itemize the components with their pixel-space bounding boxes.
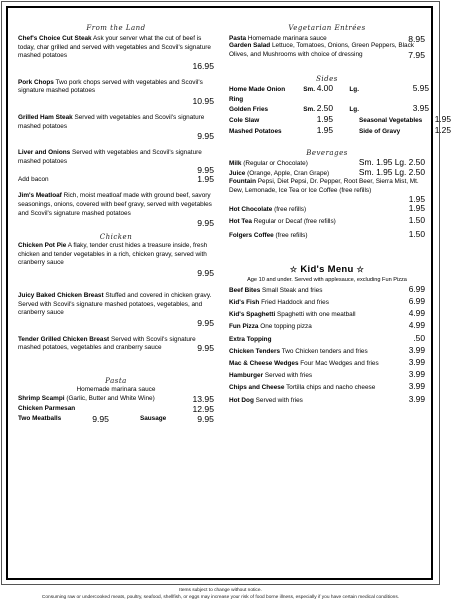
menu-item [18, 292, 214, 328]
item-desc: Spaghetti with one meatball [277, 311, 356, 319]
item-price: 9.95 [197, 343, 214, 354]
side-name: Side of Gravy [359, 127, 401, 135]
item-name: Juice [229, 170, 246, 178]
section-title-kids [229, 264, 425, 275]
item-name: Hot Tea [229, 217, 252, 225]
menu-item [229, 308, 425, 320]
item-desc: Served with fries [255, 396, 303, 404]
menu-item [229, 204, 425, 214]
item-desc: Homemade marinara sauce [247, 35, 327, 42]
item-desc: (Orange, Apple, Cran Grape) [247, 170, 330, 178]
item-desc: Four Mac Wedges and fries [300, 359, 379, 367]
item-price: 9.95 [197, 317, 214, 328]
item-price: 9.95 [197, 267, 214, 278]
side-name: Mashed Potatoes [229, 127, 282, 135]
item-price: 1.95 [408, 193, 425, 204]
left-column [18, 24, 214, 424]
menu-item [229, 284, 425, 296]
item-price: 10.95 [192, 95, 214, 106]
item-desc: Add bacon [18, 176, 49, 184]
menu-item [18, 394, 214, 404]
item-name: Sausage [139, 415, 167, 423]
item-name: Hamburger [229, 372, 264, 380]
menu-item [18, 79, 214, 106]
side-price: 3.95 [412, 103, 429, 114]
item-name: Fountain [229, 178, 256, 186]
item-price: Sm. 1.95 Lg. 2.50 [358, 167, 425, 178]
menu-item [229, 394, 425, 406]
item-price: 1.50 [408, 214, 425, 225]
menu-item [18, 114, 214, 141]
menu-item [18, 242, 214, 278]
item-desc: Small Steak and fries [262, 286, 323, 294]
item-name: Hot Dog [229, 396, 254, 404]
item-price: 6.99 [408, 295, 425, 306]
side-name: Cole Slaw [229, 116, 260, 124]
item-desc: Regular or Decaf (free refills) [253, 217, 336, 225]
item-price: .50 [413, 332, 425, 343]
item-desc: Served with vegetables and Scovil's signature mashed potatoes [18, 113, 205, 130]
sides-table [229, 83, 451, 136]
section-title-sides: Sides [316, 75, 338, 84]
item-price: 12.95 [192, 404, 214, 415]
side-price: 1.25 [434, 124, 451, 135]
menu-item [18, 414, 214, 424]
item-price: 6.99 [408, 283, 425, 294]
menu-item [229, 381, 425, 393]
item-price: 3.99 [408, 369, 425, 380]
item-desc: (Regular or Chocolate) [243, 160, 308, 168]
menu-item [18, 149, 214, 184]
side-name: Seasonal Vegetables [359, 116, 423, 124]
section-title-chicken: Chicken [99, 233, 133, 242]
item-name: Chicken Tenders [229, 347, 281, 355]
item-name: Chips and Cheese [229, 384, 285, 392]
item-desc: (Garlic, Butter and White Wine) [66, 395, 155, 403]
side-price: 1.95 [316, 113, 333, 124]
star-icon: ☆ [356, 264, 365, 274]
item-price: 9.95 [197, 131, 214, 142]
item-price: 1.95 [197, 174, 214, 185]
item-price: 1.50 [408, 228, 425, 239]
item-desc: Tortilla chips and nacho cheese [286, 384, 376, 392]
menu-item [229, 42, 425, 59]
item-name: Fun Pizza [229, 323, 259, 331]
item-name: Pasta [229, 35, 247, 42]
side-price: 4.00 [316, 83, 333, 94]
item-name: Pork Chops [18, 78, 54, 86]
menu-item [229, 168, 425, 178]
item-name: Chef's Choice Cut Steak [18, 35, 92, 42]
addon-row [18, 166, 214, 175]
item-price: 9.95 [92, 414, 109, 425]
item-desc: A flaky, tender crust hides a treasure inside, fresh chicken and tender vegetables in a rich, chicken gravy, served with cranberry sauce [18, 242, 208, 267]
item-name: Garden Salad [229, 42, 271, 49]
side-name: Home Made Onion Ring [229, 86, 286, 103]
item-name: Beef Bites [229, 286, 261, 294]
menu-item [229, 296, 425, 308]
item-name: Kid's Spaghetti [229, 311, 276, 319]
item-name: Mac & Cheese Wedges [229, 359, 299, 367]
right-column [229, 24, 451, 406]
side-name: Golden Fries [229, 106, 269, 114]
item-desc: One topping pizza [260, 323, 312, 331]
menu-item [229, 228, 425, 242]
menu-item [18, 192, 214, 228]
section-title-beverages: Beverages [306, 149, 348, 158]
item-price: 4.99 [408, 308, 425, 319]
menu-item [229, 333, 425, 345]
item-price: 7.95 [408, 49, 425, 60]
item-price: 8.95 [408, 34, 425, 44]
item-price: 9.95 [197, 165, 214, 176]
item-name: Extra Topping [229, 335, 272, 343]
menu-item [229, 178, 425, 196]
item-price: 9.95 [197, 218, 214, 229]
menu-item [18, 404, 214, 414]
item-desc: Pepsi, Diet Pepsi, Dr. Pepper, Root Beer, Sierra Mist, Mt. Dew, Lemonade, Ice Tea or Ice Coffee (free refills) [229, 178, 419, 194]
footer-disclaimer: Consuming raw or undercooked meats, poultry, seafood, shellfish, or eggs may increase your risk of food borne illness, especially if you have certain medical conditions. [41, 595, 400, 600]
item-price: Sm. 1.95 Lg. 2.50 [358, 157, 425, 168]
item-desc: Served with fries [264, 372, 313, 380]
menu-item [229, 357, 425, 369]
size-label: Sm. [303, 106, 315, 114]
size-label: Lg. [349, 106, 359, 114]
item-name: Shrimp Scampi [18, 395, 65, 403]
item-desc: Two Chicken tenders and fries [281, 347, 368, 355]
item-price: 4.99 [408, 320, 425, 331]
kids-title: Kid's Menu [300, 263, 354, 275]
menu-item [229, 345, 425, 357]
section-title-vegetarian: Vegetarian Entrées [288, 24, 366, 32]
menu-item [229, 214, 425, 228]
item-name: Chicken Pot Pie [18, 242, 67, 250]
item-price: 3.99 [408, 393, 425, 404]
item-desc: Stuffed and covered in chicken gravy. Served with Scovil's signature mashed potatoes, vegetables, and cranberry sauce [18, 291, 212, 317]
item-name: Grilled Ham Steak [18, 113, 73, 121]
section-title-pasta: Pasta [105, 376, 127, 385]
item-name: Juicy Baked Chicken Breast [18, 291, 104, 299]
item-desc: Fried Haddock and fries [261, 298, 329, 306]
price-row [229, 195, 425, 204]
item-name: Folgers Coffee [229, 231, 274, 239]
star-icon: ☆ [289, 264, 298, 274]
item-price: 3.99 [408, 356, 425, 367]
item-desc: Lettuce, Tomatoes, Onions, Green Peppers, Black Olives, and Mushrooms with choice of dressing [229, 42, 414, 58]
item-name: Milk [229, 160, 242, 168]
item-name: Tender Grilled Chicken Breast [18, 335, 110, 343]
item-name: Kid's Fish [229, 298, 260, 306]
item-desc: (free refills) [274, 205, 307, 213]
item-price: 13.95 [192, 394, 214, 405]
item-desc: Served with Scovil's signature mashed potatoes, vegetables and cranberry sauce [18, 335, 196, 352]
item-price: 16.95 [192, 60, 214, 71]
item-name: Jim's Meatloaf [18, 192, 62, 200]
side-price: 5.95 [412, 83, 429, 94]
item-desc: Rich, moist meatloaf made with ground beef, savory seasonings, onions, covered with beef gravy, served with vegetables and Scovil's signature mashed potatoes [18, 192, 212, 217]
item-price: 3.99 [408, 344, 425, 355]
item-name: Chicken Parmesan [18, 405, 76, 413]
item-price: 1.95 [408, 202, 425, 213]
menu-item [229, 320, 425, 332]
size-label: Lg. [349, 86, 359, 94]
item-price: 3.99 [408, 381, 425, 392]
item-name: Two Meatballs [18, 415, 62, 423]
kids-note: Age 10 and under. Served with applesauce, excluding Fun Pizza [247, 276, 407, 283]
menu-item [229, 369, 425, 381]
addon-row [18, 175, 214, 184]
side-price: 2.50 [316, 103, 333, 114]
item-desc: Two pork chops served with vegetables and Scovil's signature mashed potatoes [18, 78, 203, 95]
item-price: 9.95 [197, 414, 214, 425]
menu-item [18, 35, 214, 71]
footer-note: Items subject to change without notice. [179, 588, 262, 593]
item-desc: Ask your server what the cut of beef is today, char grilled and served with vegetables and Scovil's signature mashed potatoes [18, 35, 211, 60]
item-name: Hot Chocolate [229, 205, 273, 213]
size-label: Sm. [303, 86, 315, 94]
pasta-note: Homemade marinara sauce [76, 385, 156, 393]
side-price: 1.95 [434, 113, 451, 124]
menu-item [18, 336, 214, 353]
item-name: Liver and Onions [18, 149, 71, 157]
section-title-land: From the Land [86, 24, 146, 32]
side-price: 1.95 [316, 124, 333, 135]
item-desc: Served with vegetables and Scovil's signature mashed potatoes [18, 149, 202, 165]
item-desc: (free refills) [275, 231, 308, 239]
